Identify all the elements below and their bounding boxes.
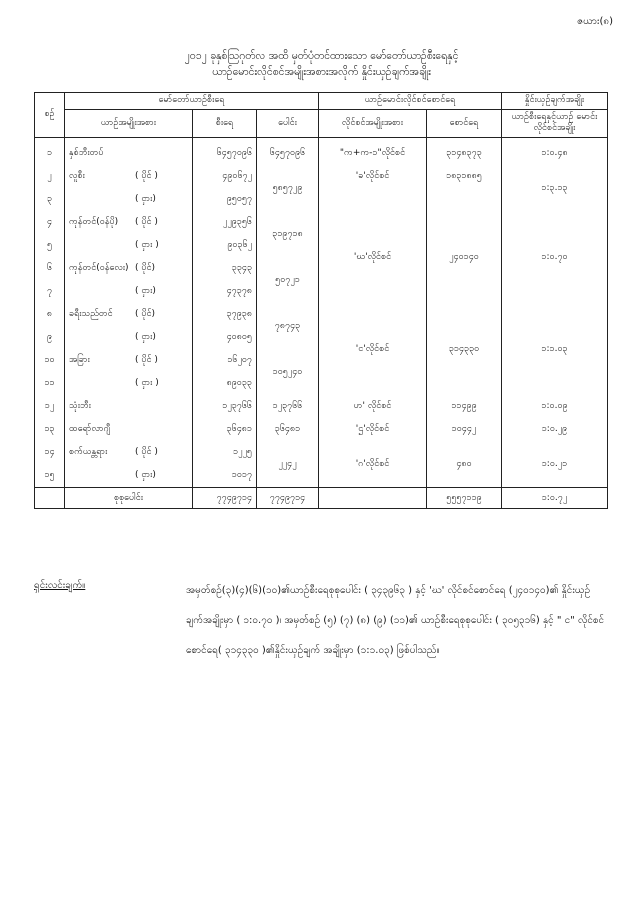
cell-serial: ၁ — [35, 138, 65, 166]
cell-license-type: "က+က-၁"လိုင်စင် — [319, 138, 427, 166]
cell-count: ၁၂၃၇၆၆ — [193, 395, 257, 418]
cell-count: ၃၃၄၃ — [193, 257, 257, 280]
cell-serial: ၆ — [35, 257, 65, 280]
cell-vehicle-type — [65, 349, 193, 372]
grand-total-label: စုစုပေါင်း — [65, 488, 193, 509]
page-subtitle: ယာဉ်မောင်းလိုင်စင်အမျိုးအစားအလိုက် နှိုင်းယှဉ်ချက်အချိုး — [212, 66, 431, 78]
vehicle-name: သုံးဘီး — [69, 401, 91, 412]
vehicle-ownership: ( ပိုင် ) — [135, 171, 158, 182]
cell-vehicle-type — [65, 188, 193, 211]
vehicle-name: လူစီး — [69, 171, 85, 182]
cell-ratio: ၁:၃.၁၃ — [502, 165, 608, 211]
cell-vehicle-type — [65, 257, 193, 280]
table-row — [35, 441, 608, 464]
cell-vehicle-type — [65, 464, 193, 488]
cell-license-count: ၃၁၄၃၃၀ — [427, 303, 502, 395]
cell-ratio: ၁:၀.၂၉ — [502, 418, 608, 441]
cell-serial: ၁၃ — [35, 418, 65, 441]
vehicle-ownership: ( ပိုင်) — [135, 263, 156, 274]
cell-serial: ၁၅ — [35, 464, 65, 488]
cell-license-type: 'ခ'လိုင်စင် — [319, 165, 427, 188]
cell-vehicle-type — [65, 372, 193, 395]
cell-group-total: ၂၂၄၂ — [257, 441, 319, 488]
cell-vehicle-type — [65, 211, 193, 234]
header-vehicle-group: မော်တော်ယာဉ်စီးရေ — [65, 93, 319, 110]
table-row — [35, 138, 608, 166]
cell-count: ၃၇၉၃၈ — [193, 303, 257, 326]
cell-empty — [35, 488, 65, 509]
cell-group-total: ၃၆၄၈၁ — [257, 418, 319, 441]
page-title: ၂၀၁၂ ခုနှစ်ဩဂုတ်လ အထိ မှတ်ပုံတင်ထားသော မော်တော်ယာဉ်စီးရေနှင့် — [184, 50, 459, 62]
table-row — [35, 418, 608, 441]
cell-ratio: ၁:၀.၄၈ — [502, 138, 608, 166]
cell-serial: ၄ — [35, 211, 65, 234]
cell-serial: ၇ — [35, 280, 65, 303]
cell-ratio: ၁:၀.၇၀ — [502, 211, 608, 303]
vehicle-ownership: ( ပိုင် ) — [135, 217, 158, 228]
grand-total-ratio: ၁:၀.၇၂ — [502, 488, 608, 509]
cell-group-total: ၅၈၅၇၂၉ — [257, 165, 319, 211]
cell-serial: ၂ — [35, 165, 65, 188]
header-count: စီးရေ — [193, 109, 257, 137]
cell-license-type: 'ဌ'လိုင်စင် — [319, 418, 427, 441]
vehicle-name: နှစ်ဘီးတပ် — [69, 148, 104, 159]
vehicle-ownership: ( ပိုင် ) — [135, 355, 158, 366]
cell-count: ၃၆၄၈၁ — [193, 418, 257, 441]
vehicle-ownership: ( ငှား) — [135, 194, 156, 205]
cell-ratio: ၁:၀.၂၁ — [502, 441, 608, 488]
vehicle-ownership: ( ငှား ) — [135, 378, 159, 389]
cell-vehicle-type — [65, 303, 193, 326]
vehicle-ownership: ( ငှား ) — [135, 240, 159, 251]
grand-total-count: ၇၇၄၉၇၁၄ — [193, 488, 257, 509]
note-text: အမှတ်စဉ်(၃)(၄)(၆)(၁၀)၏ယာဉ်စီးရေစုစုပေါင်း ( ၃၄၃၉၆၃ ) နှင့် 'ဃ' လိုင်စင်စောင်ရေ (၂၄၀၁၄၀)၏ နှိုင်းယှဉ်ချက်အချိုးမှာ ( ၁:၀.၇၀ )၊ အမှတ်စဉ် (၅) (၇) (၈) (၉) (၁၁)၏ ယာဉ်စီးရေစုစုပေါင်း ( ၃၀၅၃၁၆) နှင့် " င" လိုင်စင် စောင်ရေ( ၃၁၄၃၃၀ )၏နှိုင်းယှဉ်ချက် အချိုးမှာ (၁:၁.၀၃) ဖြစ်ပါသည်။ — [186, 585, 605, 656]
cell-group-total: ၃၁၉၇၁၈ — [257, 211, 319, 257]
cell-serial: ၁၀ — [35, 349, 65, 372]
note-label: ရှင်းလင်းချက်။ — [34, 580, 86, 591]
cell-license-count: ၂၄၀၁၄၀ — [427, 211, 502, 303]
header-ratio-sub: ယာဉ်စီးရေနှင့်ယာဉ် မောင်းလိုင်စင်အချိုး — [502, 109, 608, 137]
cell-vehicle-type — [65, 395, 193, 418]
cell-serial: ၁၁ — [35, 372, 65, 395]
cell-count: ၄၉၀၆၇၂ — [193, 165, 257, 188]
cell-count: ၉၅၀၅၇ — [193, 188, 257, 211]
vehicle-ownership: ( ပိုင်) — [135, 309, 156, 320]
header-license-type: လိုင်စင်အမျိုးအစား — [319, 109, 427, 137]
data-table — [34, 92, 608, 509]
vehicle-ownership: ( ငှား) — [135, 470, 156, 481]
header-total: ပေါင်း — [257, 109, 319, 137]
cell-vehicle-type — [65, 280, 193, 303]
vehicle-name: အခြား — [69, 355, 90, 366]
cell-group-total: ၅၀၇၂၁ — [257, 257, 319, 303]
cell-count: ၄၀၈၀၅ — [193, 326, 257, 349]
cell-group-total: ၁၂၃၇၆၆ — [257, 395, 319, 418]
cell-license-count: ၁၈၃၁၈၈၅ — [427, 165, 502, 188]
cell-empty — [427, 188, 502, 211]
header-vehicle-type: ယာဉ်အမျိုးအစား — [65, 109, 193, 137]
table-row — [35, 303, 608, 326]
cell-serial: ၅ — [35, 234, 65, 257]
cell-license-type: 'ဃ'လိုင်စင် — [319, 211, 427, 303]
table-row — [35, 211, 608, 234]
cell-license-count: ၄၈၀ — [427, 441, 502, 488]
table-row — [35, 165, 608, 188]
cell-serial: ၁၄ — [35, 441, 65, 464]
cell-count: ၆၄၅၇၀၉၆ — [193, 138, 257, 166]
cell-group-total: ၆၄၅၇၀၉၆ — [257, 138, 319, 166]
cell-license-count: ၁၀၄၄၂ — [427, 418, 502, 441]
page-label: ဇယား(၈) — [577, 16, 613, 27]
cell-empty — [319, 188, 427, 211]
vehicle-name: ကုန်တင်(ဝန်ပို) — [69, 217, 119, 228]
header-ratio-group: နှိုင်းယှဉ်ချက်အချိုး — [502, 93, 608, 110]
cell-license-count: ၁၁၄၉၉ — [427, 395, 502, 418]
total-row — [35, 488, 608, 509]
cell-group-total: ၇၈၇၄၃ — [257, 303, 319, 349]
cell-empty — [319, 488, 427, 509]
header-license-group: ယာဉ်မောင်းလိုင်စင်စောင်ရေ — [319, 93, 502, 110]
cell-count: ၉၀၃၆၂ — [193, 234, 257, 257]
cell-serial: ၁၂ — [35, 395, 65, 418]
vehicle-ownership: ( ငှား) — [135, 332, 156, 343]
cell-count: ၁၀၁၇ — [193, 464, 257, 488]
cell-vehicle-type — [65, 326, 193, 349]
cell-license-count: ၃၁၄၈၃၇၃ — [427, 138, 502, 166]
header-serial: စဉ် — [35, 93, 65, 138]
grand-total-sum: ၇၇၄၉၇၁၄ — [257, 488, 319, 509]
cell-count: ၂၂၉၃၅၆ — [193, 211, 257, 234]
cell-ratio: ၁:၁.၀၃ — [502, 303, 608, 395]
cell-vehicle-type — [65, 234, 193, 257]
cell-count: ၁၂၂၅ — [193, 441, 257, 464]
cell-vehicle-type — [65, 165, 193, 188]
cell-serial: ၈ — [35, 303, 65, 326]
grand-total-license-count: ၅၅၅၇၁၁၉ — [427, 488, 502, 509]
vehicle-name: ခရီးသည်တင် — [69, 309, 113, 320]
cell-license-type: ဟ' လိုင်စင် — [319, 395, 427, 418]
cell-vehicle-type — [65, 138, 193, 166]
cell-vehicle-type — [65, 441, 193, 464]
cell-serial: ၃ — [35, 188, 65, 211]
vehicle-name: ကုန်တင်(ဝန်လေး) — [69, 263, 129, 274]
vehicle-name: ထရော်လာဂျီ — [69, 424, 111, 435]
cell-count: ၈၉၀၃၃ — [193, 372, 257, 395]
cell-group-total: ၁၀၅၂၄၀ — [257, 349, 319, 395]
header-license-count: စောင်ရေ — [427, 109, 502, 137]
vehicle-ownership: ( ငှား) — [135, 286, 156, 297]
cell-ratio: ၁:၀.၀၉ — [502, 395, 608, 418]
cell-license-type: 'ဂ'လိုင်စင် — [319, 441, 427, 488]
vehicle-name: စက်ယန္တရား — [69, 447, 108, 458]
cell-count: ၁၆၂၀၇ — [193, 349, 257, 372]
cell-count: ၄၇၃၇၈ — [193, 280, 257, 303]
table-row — [35, 395, 608, 418]
cell-license-type: 'င'လိုင်စင် — [319, 303, 427, 395]
cell-vehicle-type — [65, 418, 193, 441]
cell-serial: ၉ — [35, 326, 65, 349]
vehicle-ownership: ( ပိုင် ) — [135, 447, 158, 458]
